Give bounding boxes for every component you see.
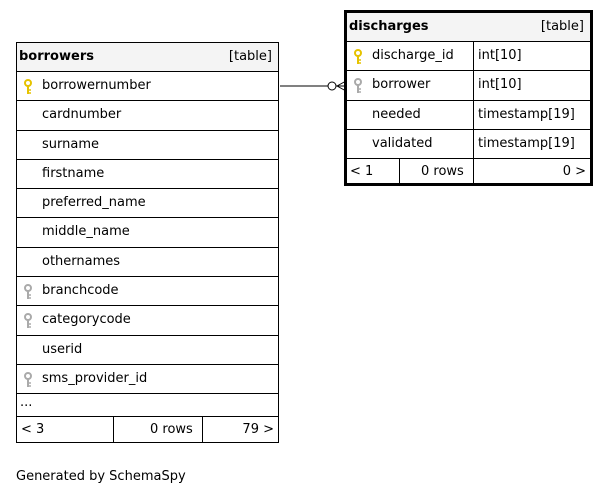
column-row[interactable] [17,72,278,101]
more-columns-ellipsis: ... [17,394,278,417]
column-row[interactable] [17,131,278,160]
row-count: 0 rows [150,422,193,438]
column-name: preferred_name [42,195,146,211]
table-footer [347,159,590,185]
table-type: [table] [228,49,272,64]
foreign-key-icon [23,313,37,329]
table-name: discharges [349,19,429,34]
generated-by-note: Generated by SchemaSpy [16,469,186,484]
column-row[interactable] [347,71,590,100]
column-name: cardnumber [42,107,122,123]
column-row[interactable] [347,101,590,130]
discharges-table[interactable] [344,10,593,186]
column-row[interactable] [17,306,278,335]
column-name: surname [42,136,99,152]
column-row[interactable] [17,365,278,394]
foreign-key-icon [353,78,367,94]
column-type: int[10] [478,48,522,63]
zero-cardinality-icon [328,82,336,90]
column-row[interactable] [17,336,278,365]
children-count[interactable]: 79 > [242,422,274,438]
column-name: validated [372,135,433,151]
column-name: categorycode [42,312,131,328]
foreign-key-icon [23,372,37,388]
column-row[interactable] [17,277,278,306]
column-row[interactable] [17,160,278,189]
table-type: [table] [540,19,584,34]
borrowers-table[interactable] [16,42,279,443]
column-row[interactable] [347,42,590,71]
column-row[interactable] [347,130,590,159]
column-type: timestamp[19] [478,106,575,122]
foreign-key-icon [23,284,37,300]
table-name: borrowers [19,49,94,64]
column-name: middle_name [42,224,130,240]
column-name: branchcode [42,283,119,299]
column-name: discharge_id [372,48,454,63]
column-type: timestamp[19] [478,135,575,151]
column-row[interactable] [17,218,278,247]
primary-key-icon [353,49,367,65]
column-row[interactable] [17,189,278,218]
table-footer [17,417,278,443]
column-name: othernames [42,253,121,269]
row-count: 0 rows [421,164,464,180]
column-type: int[10] [478,77,522,93]
parents-count[interactable]: < 1 [350,164,374,180]
column-name: sms_provider_id [42,370,148,386]
children-count[interactable]: 0 > [562,164,586,180]
column-name: borrowernumber [42,78,151,93]
column-name: borrower [372,77,431,93]
column-row[interactable] [17,248,278,277]
primary-key-icon [23,79,37,95]
column-name: needed [372,106,421,122]
parents-count[interactable]: < 3 [21,422,45,438]
column-name: userid [42,341,83,357]
table-header [347,13,590,42]
column-name: firstname [42,165,105,181]
table-header [17,43,278,72]
column-row[interactable] [17,101,278,130]
